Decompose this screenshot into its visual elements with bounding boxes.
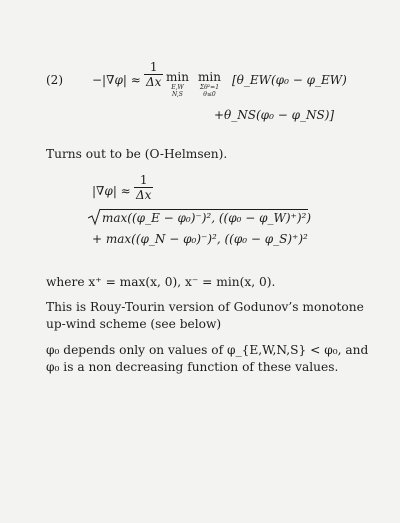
text-rouy-tourin: This is Rouy-Tourin version of Godunov’s monotone up-wind scheme (see below) bbox=[46, 300, 364, 331]
text-definitions: where x⁺ = max(x, 0), x⁻ = min(x, 0). bbox=[46, 275, 276, 289]
eq3-fraction-numerator: 1 bbox=[139, 173, 148, 187]
text-o-helmsen: Turns out to be (O-Helmsen). bbox=[46, 147, 228, 161]
eq3-line1: max((φ_E − φ₀)⁻)², ((φ₀ − φ_W)⁺)²) bbox=[102, 211, 312, 225]
eq2-min-theta-label: min bbox=[198, 70, 221, 84]
eq2-min-theta-sub: Σθ²=1 bbox=[199, 84, 220, 91]
eq2-term-ns: +θ_NS(φ₀ − φ_NS)] bbox=[214, 108, 335, 122]
eq2-min-theta bbox=[198, 70, 221, 98]
eq2-fraction bbox=[144, 60, 163, 89]
equation-number: (2) bbox=[46, 73, 63, 87]
eq2-lhs: −|∇φ| ≈ bbox=[92, 73, 141, 87]
eq3-fraction bbox=[134, 173, 153, 202]
eq2-term-ew: [θ_EW(φ₀ − φ_EW) bbox=[232, 73, 347, 87]
sqrt-sign bbox=[88, 208, 102, 226]
sqrt-bar bbox=[100, 209, 308, 210]
eq3-line2: + max((φ_N − φ₀)⁻)², ((φ₀ − φ_S)⁺)² bbox=[92, 232, 308, 246]
eq2-min-ew-label: min bbox=[166, 70, 189, 84]
eq3-fraction-denominator: Δx bbox=[136, 188, 152, 202]
eq2-min-ew-sub2: N,S bbox=[172, 91, 183, 98]
eq2-fraction-numerator: 1 bbox=[149, 60, 158, 74]
eq3-lhs: |∇φ| ≈ bbox=[92, 184, 131, 198]
text-phi-dependence: φ₀ depends only on values of φ_{E,W,N,S} < φ₀, and φ₀ is a non decreasing function of these values. bbox=[46, 343, 369, 374]
eq2-fraction-denominator: Δx bbox=[146, 75, 162, 89]
eq2-min-ew-sub: E,W bbox=[171, 84, 184, 91]
eq2-min-ew bbox=[166, 70, 189, 98]
eq2-min-theta-sub2: θ≤0 bbox=[203, 91, 216, 98]
